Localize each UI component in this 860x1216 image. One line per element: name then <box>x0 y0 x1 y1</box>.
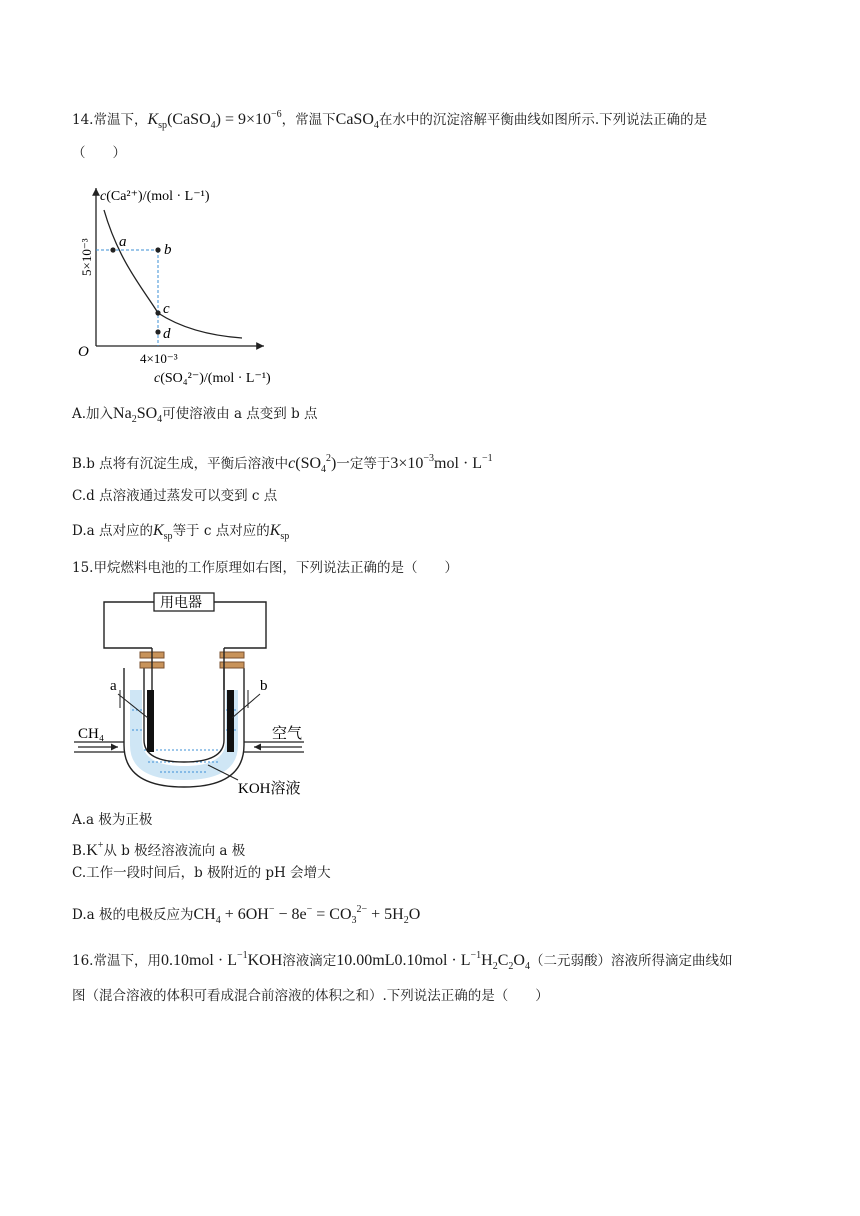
q14-option-b: B.b 点将有沉淀生成，平衡后溶液中$c(SO_4^2)$一定等于$3\times 10^{-3}mol \cdot L^{-1}$ <box>72 453 493 475</box>
point-c-label: c <box>163 301 170 317</box>
q14-option-c: C.d 点溶液通过蒸发可以变到 c 点 <box>72 488 278 504</box>
svg-text:c(Ca²⁺)/(mol · L⁻¹) <box>100 189 210 204</box>
q15-option-d: D.a 极的电极反应为$CH_4 + 6OH^- - 8e^- = CO_3^{2-} + 5H_2O$ <box>72 904 421 926</box>
point-d <box>155 329 160 334</box>
q15-fuel-cell-figure <box>74 590 334 805</box>
q14-option-d: D.a 点对应的$K_{sp}$等于 c 点对应的$K_{sp}$ <box>72 522 290 542</box>
q14-stem: 14.常温下，$K_{sp}(CaSO_4) = 9\times 10^{-6}$，常温下CaSO$_4$在水中的沉淀溶解平衡曲线如图所示.下列说法正确的是 <box>72 109 708 131</box>
q16-stem-line1: 16.常温下，用$0.10mol \cdot L^{-1}KOH$溶液滴定$10.00mL0.10mol \cdot L^{-1}H_2C_2O_4$（二元弱酸）溶液所得滴定曲线如 <box>72 950 733 972</box>
electrode-a-label: a <box>110 678 117 694</box>
svg-text:c(SO₄²⁻)/(mol · L⁻¹) <box>154 371 271 386</box>
inlet-air-label: 空气 <box>272 726 303 742</box>
q14-solubility-figure <box>74 180 314 390</box>
y-tick-label: 5×10⁻³ <box>79 238 94 276</box>
device-label: 用电器 <box>160 596 202 611</box>
point-b <box>155 247 160 252</box>
electrolyte-label: KOH溶液 <box>238 781 301 797</box>
point-c <box>155 310 160 315</box>
q15-option-c: C.工作一段时间后，b 极附近的 pH 会增大 <box>72 865 331 881</box>
x-axis-label: (SO₄²⁻)/(mol · L⁻¹) <box>160 371 271 386</box>
q16-stem-line2: 图（混合溶液的体积可看成混合前溶液的体积之和）.下列说法正确的是（ ） <box>72 988 549 1004</box>
electrode-a <box>147 690 154 752</box>
point-b-label: b <box>164 242 172 258</box>
electrode-b-label: b <box>260 678 268 694</box>
origin-label: O <box>78 344 89 360</box>
point-a <box>110 247 115 252</box>
x-axis-c: c <box>154 371 161 386</box>
inlet-ch4-label: CH₄ <box>78 726 105 742</box>
y-axis-label: (Ca²⁺)/(mol · L⁻¹) <box>106 189 210 204</box>
q15-option-a: A.a 极为正极 <box>72 812 153 828</box>
point-a-label: a <box>119 234 127 250</box>
y-axis-c: c <box>100 189 107 204</box>
q14-option-a: A.加入$Na_2SO_4$可使溶液由 a 点变到 b 点 <box>72 405 318 425</box>
equilibrium-curve <box>104 210 242 338</box>
x-tick-label: 4×10⁻³ <box>140 351 178 366</box>
q15-stem: 15.甲烷燃料电池的工作原理如右图，下列说法正确的是（ ） <box>72 560 458 576</box>
point-d-label: d <box>163 326 171 342</box>
q15-option-b: B.K+从 b 极经溶液流向 a 极 <box>72 840 246 859</box>
electrode-b <box>227 690 234 752</box>
q14-paren: （ ） <box>72 145 126 161</box>
